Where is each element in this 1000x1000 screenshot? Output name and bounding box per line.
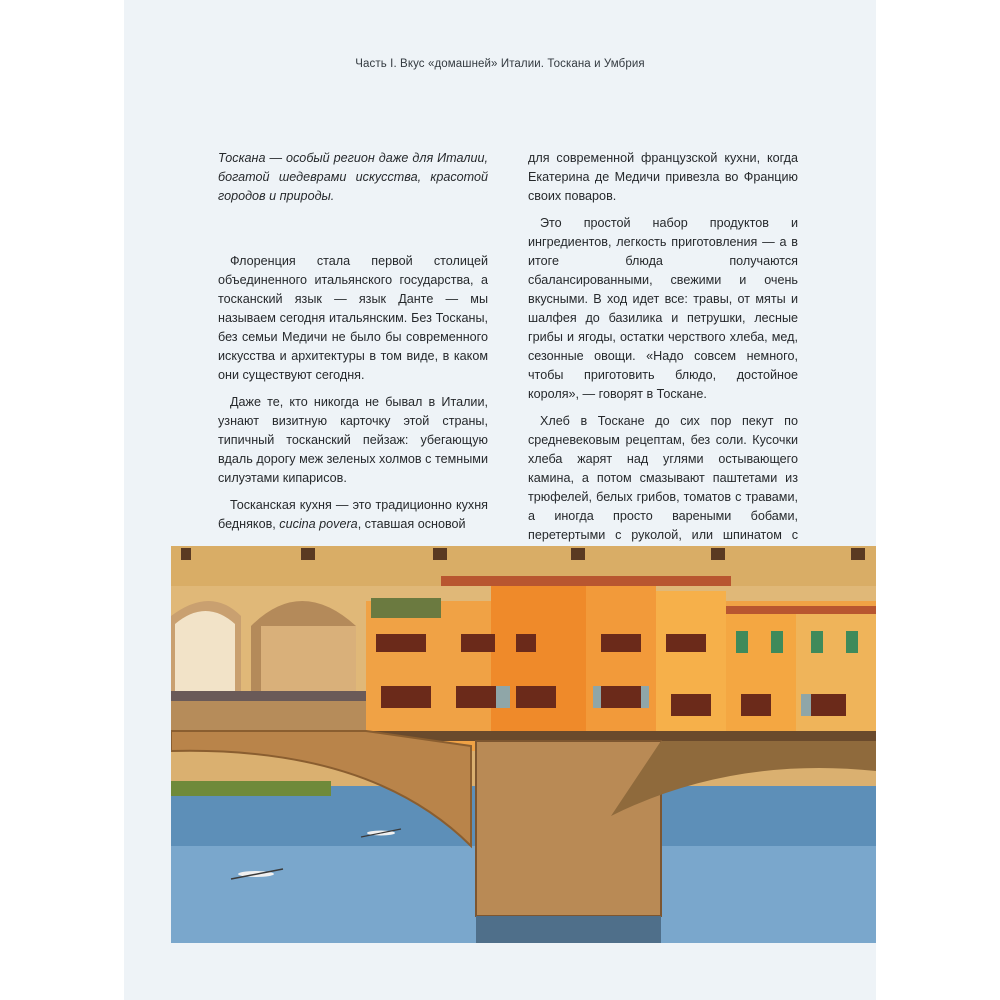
left-text-column (218, 149, 488, 542)
right-text-column (528, 149, 798, 572)
lead-paragraph: Тоскана — особый регион даже для Италии, богатой шедеврами искусства, красотой городов и природы. (218, 151, 488, 203)
cuisine-text-start: Тосканская кухня — это традиционно кухня бедняков, (218, 498, 488, 531)
paragraph-florence: Флоренция стала первой столицей объединенного итальянского государства, а тосканский язык — язык Данте — мы называем сегодня итальянским. Без Тосканы, без семьи Медичи не было бы современного искусства и архитектуры в том виде, в каком они существуют сегодня. (218, 254, 488, 382)
cuisine-text-end: , ставшая основой (357, 517, 466, 531)
paragraph-ingredients: Это простой набор продуктов и ингредиентов, легкость приготовления — а в итоге блюда получаются сбалансированными, свежими и очень вкусными. В ход идет все: травы, от мяты и шалфея до базилика и петрушки, лесные грибы и ягоды, остатки черствого хлеба, мед, сезонные овощи. «Надо совсем немного, чтобы приготовить блюдо, достойное короля», — говорят в Тоскане. (528, 216, 798, 401)
paragraph-landscape: Даже те, кто никогда не бывал в Италии, узнают визитную карточку этой страны, типичный тосканский пейзаж: убегающую вдаль дорогу меж зеленых холмов с темными силуэтами кипарисов. (218, 395, 488, 485)
photo-illustration (171, 546, 876, 943)
paragraph-continued: для современной французской кухни, когда Екатерина де Медичи привезла во Францию своих поваров. (528, 151, 798, 203)
ponte-vecchio-photo (171, 546, 876, 943)
running-header: Часть I. Вкус «домашней» Италии. Тоскана и Умбрия (355, 58, 645, 70)
cucina-povera-term: cucina povera (279, 517, 358, 531)
paragraph-spacer (218, 214, 488, 252)
paragraph-bread: Хлеб в Тоскане до сих пор пекут по средневековым рецептам, без соли. Кусочки хлеба жарят над углями остывающего камина, а потом смазывают паштетами из трюфелей, белых грибов, томатов с травами, а иногда просто вареными бобами, перетертыми с руколой, или шпинатом с (528, 414, 798, 542)
paragraph-cuisine (218, 496, 488, 534)
